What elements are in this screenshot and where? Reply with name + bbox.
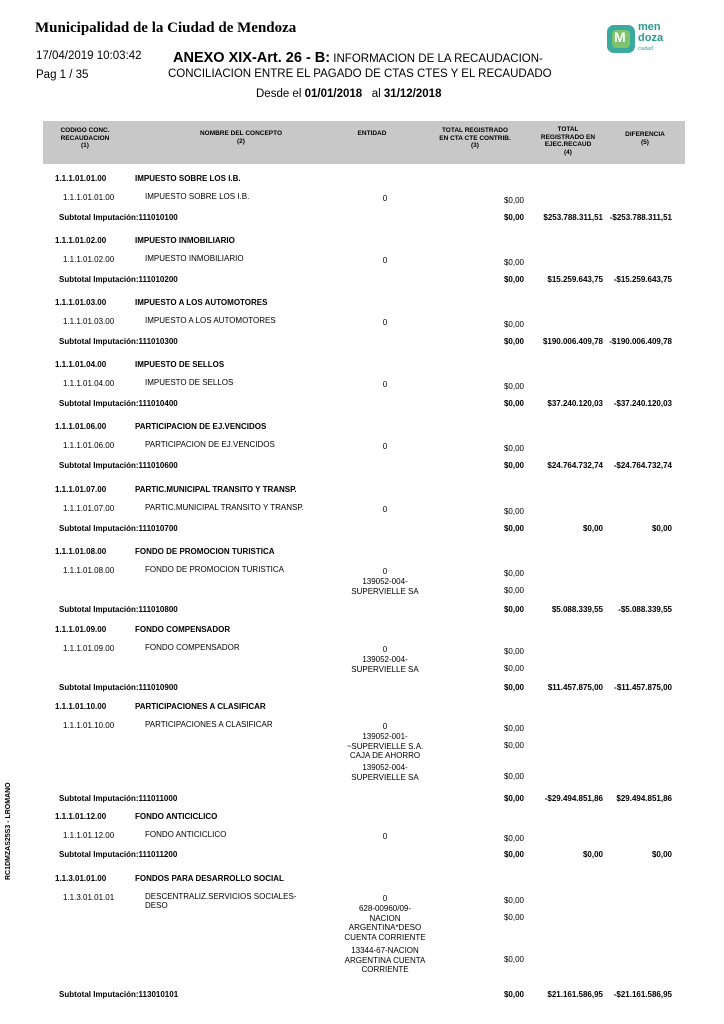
line-amount: $0,00 — [503, 724, 524, 733]
subtotal-label: Subtotal Imputación:111010100 — [59, 213, 178, 222]
line-code: 1.1.1.01.09.00 — [63, 644, 115, 653]
subtotal-diff: -$190.006.409,78 — [609, 337, 672, 346]
line-entity: 0 — [382, 645, 388, 654]
line-code: 1.1.1.01.03.00 — [63, 317, 115, 326]
line-amount: $0,00 — [503, 664, 524, 673]
line-entity: 139052-004- SUPERVIELLE SA — [351, 763, 419, 782]
subtotal-label: Subtotal Imputación:111010900 — [59, 683, 178, 692]
group-code: 1.1.1.01.04.00 — [55, 360, 107, 369]
col-header-code: CODIGO CONC. RECAUDACION (1) — [60, 127, 110, 149]
line-code: 1.1.1.01.01.00 — [63, 193, 115, 202]
col-header-difference: DIFERENCIA (5) — [625, 131, 665, 146]
line-entity: 0 — [382, 442, 388, 451]
line-entity: 139052-004- SUPERVIELLE SA — [351, 577, 419, 596]
line-amount: $0,00 — [503, 196, 524, 205]
group-code: 1.1.1.01.07.00 — [55, 485, 107, 494]
line-code: 1.1.3.01.01.01 — [63, 893, 115, 902]
group-code: 1.1.1.01.08.00 — [55, 547, 107, 556]
range-from-label: Desde el — [256, 88, 305, 100]
line-amount: $0,00 — [503, 569, 524, 578]
line-entity: 628-00960/09- NACION ARGENTINA*DESO CUENTA CORRIENTE — [344, 904, 426, 942]
line-entity: 13344-67-NACION ARGENTINA CUENTA CORRIENTE — [344, 946, 426, 974]
col-header-total-cta: TOTAL REGISTRADO EN CTA CTE CONTRIB. (3) — [439, 127, 511, 149]
subtotal-label: Subtotal Imputación:111010700 — [59, 524, 178, 533]
subtotal-diff: -$253.788.311,51 — [609, 213, 672, 222]
line-amount: $0,00 — [503, 772, 524, 781]
line-entity: 139052-001- ~SUPERVIELLE S.A. CAJA DE AHORRO — [346, 732, 424, 760]
group-code: 1.1.1.01.01.00 — [55, 174, 107, 183]
logo-text-3: ciudad — [638, 46, 653, 52]
line-entity: 0 — [382, 722, 388, 731]
subtotal-label: Subtotal Imputación:111011000 — [59, 794, 178, 803]
group-code: 1.1.1.01.09.00 — [55, 625, 107, 634]
line-name: FONDO COMPENSADOR — [145, 643, 240, 652]
subtotal-label: Subtotal Imputación:111010200 — [59, 275, 178, 284]
group-code: 1.1.1.01.12.00 — [55, 812, 107, 821]
line-amount: $0,00 — [503, 507, 524, 516]
subtotal-ejec: $0,00 — [582, 524, 603, 533]
line-code: 1.1.1.01.08.00 — [63, 566, 115, 575]
subtotal-diff: -$15.259.643,75 — [613, 275, 672, 284]
line-amount: $0,00 — [503, 586, 524, 595]
line-amount: $0,00 — [503, 955, 524, 964]
line-amount: $0,00 — [503, 647, 524, 656]
line-entity: 0 — [382, 894, 388, 903]
annex-label: ANEXO XIX-Art. 26 - B: — [173, 50, 331, 66]
group-name: PARTIC.MUNICIPAL TRANSITO Y TRANSP. — [135, 485, 297, 494]
subtotal-label: Subtotal Imputación:111010400 — [59, 399, 178, 408]
annex-text: INFORMACION DE LA RECAUDACION- — [330, 53, 543, 65]
group-code: 1.1.1.01.03.00 — [55, 298, 107, 307]
subtotal-diff: -$11.457.875,00 — [614, 683, 672, 692]
range-to: 31/12/2018 — [383, 88, 442, 100]
subtotal-cta: $0,00 — [503, 213, 524, 222]
logo-icon — [607, 25, 635, 53]
line-name: IMPUESTO SOBRE LOS I.B. — [145, 192, 250, 201]
group-name: IMPUESTO INMOBILIARIO — [135, 236, 235, 245]
subtotal-cta: $0,00 — [503, 794, 524, 803]
subtotal-ejec: $37.240.120,03 — [547, 399, 603, 408]
subtotal-diff: -$37.240.120,03 — [613, 399, 672, 408]
group-code: 1.1.1.01.06.00 — [55, 422, 107, 431]
group-code: 1.1.3.01.01.00 — [55, 874, 107, 883]
subtotal-ejec: -$29.494.851,86 — [544, 794, 603, 803]
line-code: 1.1.1.01.12.00 — [63, 831, 115, 840]
subtotal-ejec: $21.161.586,95 — [547, 990, 603, 999]
group-name: FONDOS PARA DESARROLLO SOCIAL — [135, 874, 284, 883]
col-header-name: NOMBRE DEL CONCEPTO (2) — [199, 130, 283, 145]
subtotal-ejec: $253.788.311,51 — [543, 213, 603, 222]
line-name: FONDO DE PROMOCION TURISTICA — [145, 565, 284, 574]
line-code: 1.1.1.01.10.00 — [63, 721, 115, 730]
line-code: 1.1.1.01.04.00 — [63, 379, 115, 388]
group-name: FONDO ANTICICLICO — [135, 812, 218, 821]
subtotal-label: Subtotal Imputación:111010800 — [59, 605, 178, 614]
subtotal-cta: $0,00 — [503, 275, 524, 284]
report-subtitle: CONCILIACION ENTRE EL PAGADO DE CTAS CTES Y EL RECAUDADO — [168, 68, 552, 80]
subtotal-diff: -$21.161.586,95 — [613, 990, 672, 999]
line-code: 1.1.1.01.02.00 — [63, 255, 115, 264]
line-name: DESCENTRALIZ.SERVICIOS SOCIALES- DESO — [145, 892, 297, 910]
line-amount: $0,00 — [503, 834, 524, 843]
logo-text-2: doza — [638, 32, 664, 44]
subtotal-diff: -$5.088.339,55 — [618, 605, 672, 614]
line-amount: $0,00 — [503, 258, 524, 267]
line-code: 1.1.1.01.06.00 — [63, 441, 115, 450]
subtotal-ejec: $24.764.732,74 — [547, 461, 603, 470]
group-name: IMPUESTO DE SELLOS — [135, 360, 225, 369]
side-user-code: RC1DMZAS25S3 - LROMANO — [5, 782, 12, 880]
line-code: 1.1.1.01.07.00 — [63, 504, 115, 513]
line-entity: 0 — [382, 832, 388, 841]
group-code: 1.1.1.01.02.00 — [55, 236, 107, 245]
line-amount: $0,00 — [503, 913, 524, 922]
group-code: 1.1.1.01.10.00 — [55, 702, 107, 711]
table-header — [43, 121, 685, 164]
subtotal-label: Subtotal Imputación:111011200 — [59, 850, 178, 859]
subtotal-cta: $0,00 — [503, 605, 524, 614]
line-name: PARTICIPACION DE EJ.VENCIDOS — [145, 440, 275, 449]
range-from: 01/01/2018 — [304, 88, 363, 100]
subtotal-ejec: $190.006.409,78 — [542, 337, 603, 346]
subtotal-label: Subtotal Imputación:111010300 — [59, 337, 178, 346]
subtotal-diff: $29.494.851,86 — [616, 794, 672, 803]
line-entity: 0 — [382, 567, 388, 576]
line-name: IMPUESTO INMOBILIARIO — [145, 254, 244, 263]
col-header-entity: ENTIDAD — [357, 130, 387, 137]
subtotal-diff: $0,00 — [651, 524, 672, 533]
report-title — [173, 50, 543, 66]
group-name: PARTICIPACION DE EJ.VENCIDOS — [135, 422, 267, 431]
group-name: PARTICIPACIONES A CLASIFICAR — [135, 702, 266, 711]
municipality-title: Municipalidad de la Ciudad de Mendoza — [35, 20, 297, 36]
line-name: IMPUESTO DE SELLOS — [145, 378, 234, 387]
line-entity: 139052-004- SUPERVIELLE SA — [351, 655, 419, 674]
subtotal-cta: $0,00 — [503, 850, 524, 859]
line-entity: 0 — [382, 256, 388, 265]
subtotal-ejec: $11.457.875,00 — [547, 683, 603, 692]
group-name: FONDO COMPENSADOR — [135, 625, 231, 634]
line-amount: $0,00 — [503, 444, 524, 453]
subtotal-label: Subtotal Imputación:113010101 — [59, 990, 179, 999]
line-name: PARTICIPACIONES A CLASIFICAR — [145, 720, 273, 729]
line-amount: $0,00 — [503, 382, 524, 391]
line-amount: $0,00 — [503, 320, 524, 329]
subtotal-cta: $0,00 — [503, 524, 524, 533]
range-to-label: al — [371, 88, 384, 100]
page-number: Pag 1 / 35 — [36, 69, 89, 81]
mendoza-logo — [607, 22, 677, 56]
subtotal-label: Subtotal Imputación:111010600 — [59, 461, 178, 470]
line-amount: $0,00 — [503, 896, 524, 905]
logo-text-1: men — [638, 21, 661, 33]
line-name: IMPUESTO A LOS AUTOMOTORES — [145, 316, 276, 325]
subtotal-cta: $0,00 — [503, 337, 524, 346]
group-name: FONDO DE PROMOCION TURISTICA — [135, 547, 275, 556]
subtotal-ejec: $15.259.643,75 — [547, 275, 603, 284]
subtotal-cta: $0,00 — [503, 399, 524, 408]
col-header-total-ejec: TOTAL REGISTRADO EN EJEC.RECAUD (4) — [540, 126, 596, 156]
subtotal-diff: $0,00 — [651, 850, 672, 859]
subtotal-cta: $0,00 — [503, 461, 524, 470]
subtotal-ejec: $5.088.339,55 — [551, 605, 603, 614]
subtotal-cta: $0,00 — [503, 990, 524, 999]
line-entity: 0 — [382, 318, 388, 327]
date-range — [256, 88, 441, 100]
line-entity: 0 — [382, 380, 388, 389]
line-amount: $0,00 — [503, 741, 524, 750]
subtotal-cta: $0,00 — [503, 683, 524, 692]
line-entity: 0 — [382, 505, 388, 514]
line-entity: 0 — [382, 194, 388, 203]
subtotal-diff: -$24.764.732,74 — [613, 461, 672, 470]
line-name: FONDO ANTICICLICO — [145, 830, 227, 839]
line-name: PARTIC.MUNICIPAL TRANSITO Y TRANSP. — [145, 503, 304, 512]
print-datetime: 17/04/2019 10:03:42 — [36, 50, 142, 62]
group-name: IMPUESTO SOBRE LOS I.B. — [135, 174, 241, 183]
group-name: IMPUESTO A LOS AUTOMOTORES — [135, 298, 268, 307]
subtotal-ejec: $0,00 — [582, 850, 603, 859]
